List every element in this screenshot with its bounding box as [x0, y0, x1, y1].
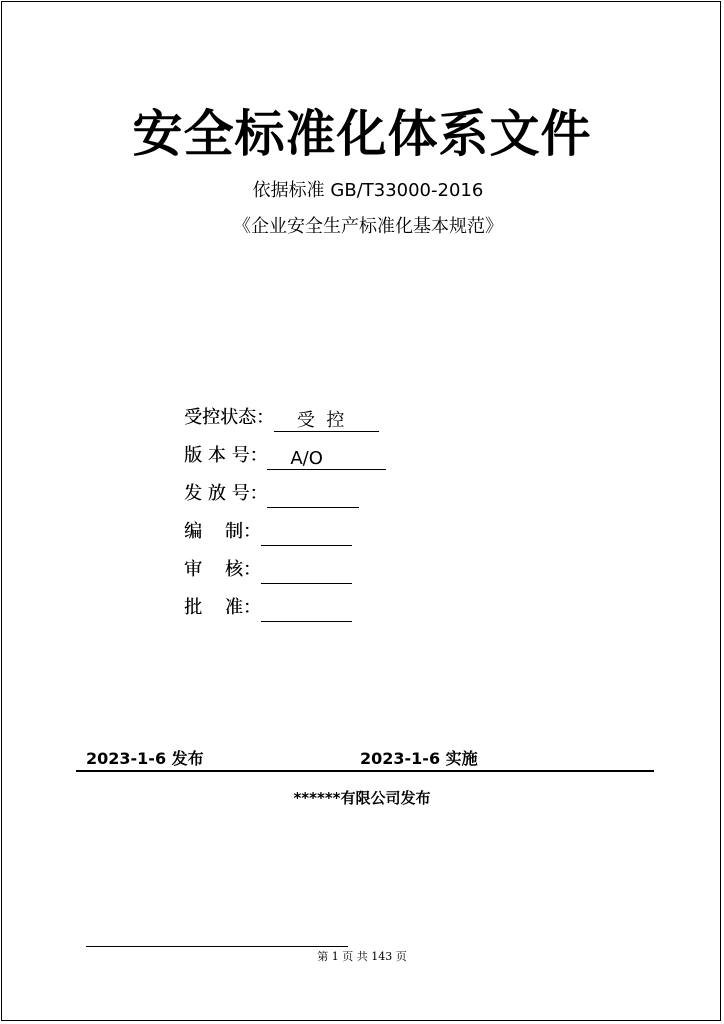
- field-approved-by: [184, 594, 352, 622]
- standard-reference: 依据标准 GB/T33000-2016: [252, 180, 484, 201]
- field-prepared-by: [184, 518, 352, 546]
- page-number: 第 1 页 共 143 页: [317, 950, 407, 963]
- field-value: [261, 524, 353, 546]
- field-label: 批 准：: [184, 597, 261, 618]
- standard-name: 《企业安全生产标准化基本规范》: [233, 216, 503, 237]
- field-value: [261, 562, 353, 584]
- field-label: 版 本 号：: [184, 445, 268, 466]
- field-label: 审 核：: [184, 559, 261, 580]
- field-label: 发 放 号：: [184, 483, 268, 504]
- field-value: 受 控: [274, 410, 379, 431]
- field-value: [267, 486, 359, 508]
- field-value: A/O: [267, 448, 386, 469]
- footer-divider: [86, 946, 348, 947]
- field-control-status: [184, 404, 379, 432]
- date-divider: [76, 770, 654, 772]
- field-label: 编 制：: [184, 521, 261, 542]
- field-label: 受控状态：: [184, 407, 274, 428]
- publish-date: 2023-1-6 发布: [86, 749, 204, 768]
- publisher: ******有限公司发布: [293, 789, 431, 807]
- field-issue-number: [184, 480, 359, 508]
- field-reviewed-by: [184, 556, 352, 584]
- field-version: [184, 442, 386, 470]
- document-title: 安全标准化体系文件: [132, 105, 592, 163]
- effective-date: 2023-1-6 实施: [360, 749, 478, 768]
- field-value: [261, 600, 353, 622]
